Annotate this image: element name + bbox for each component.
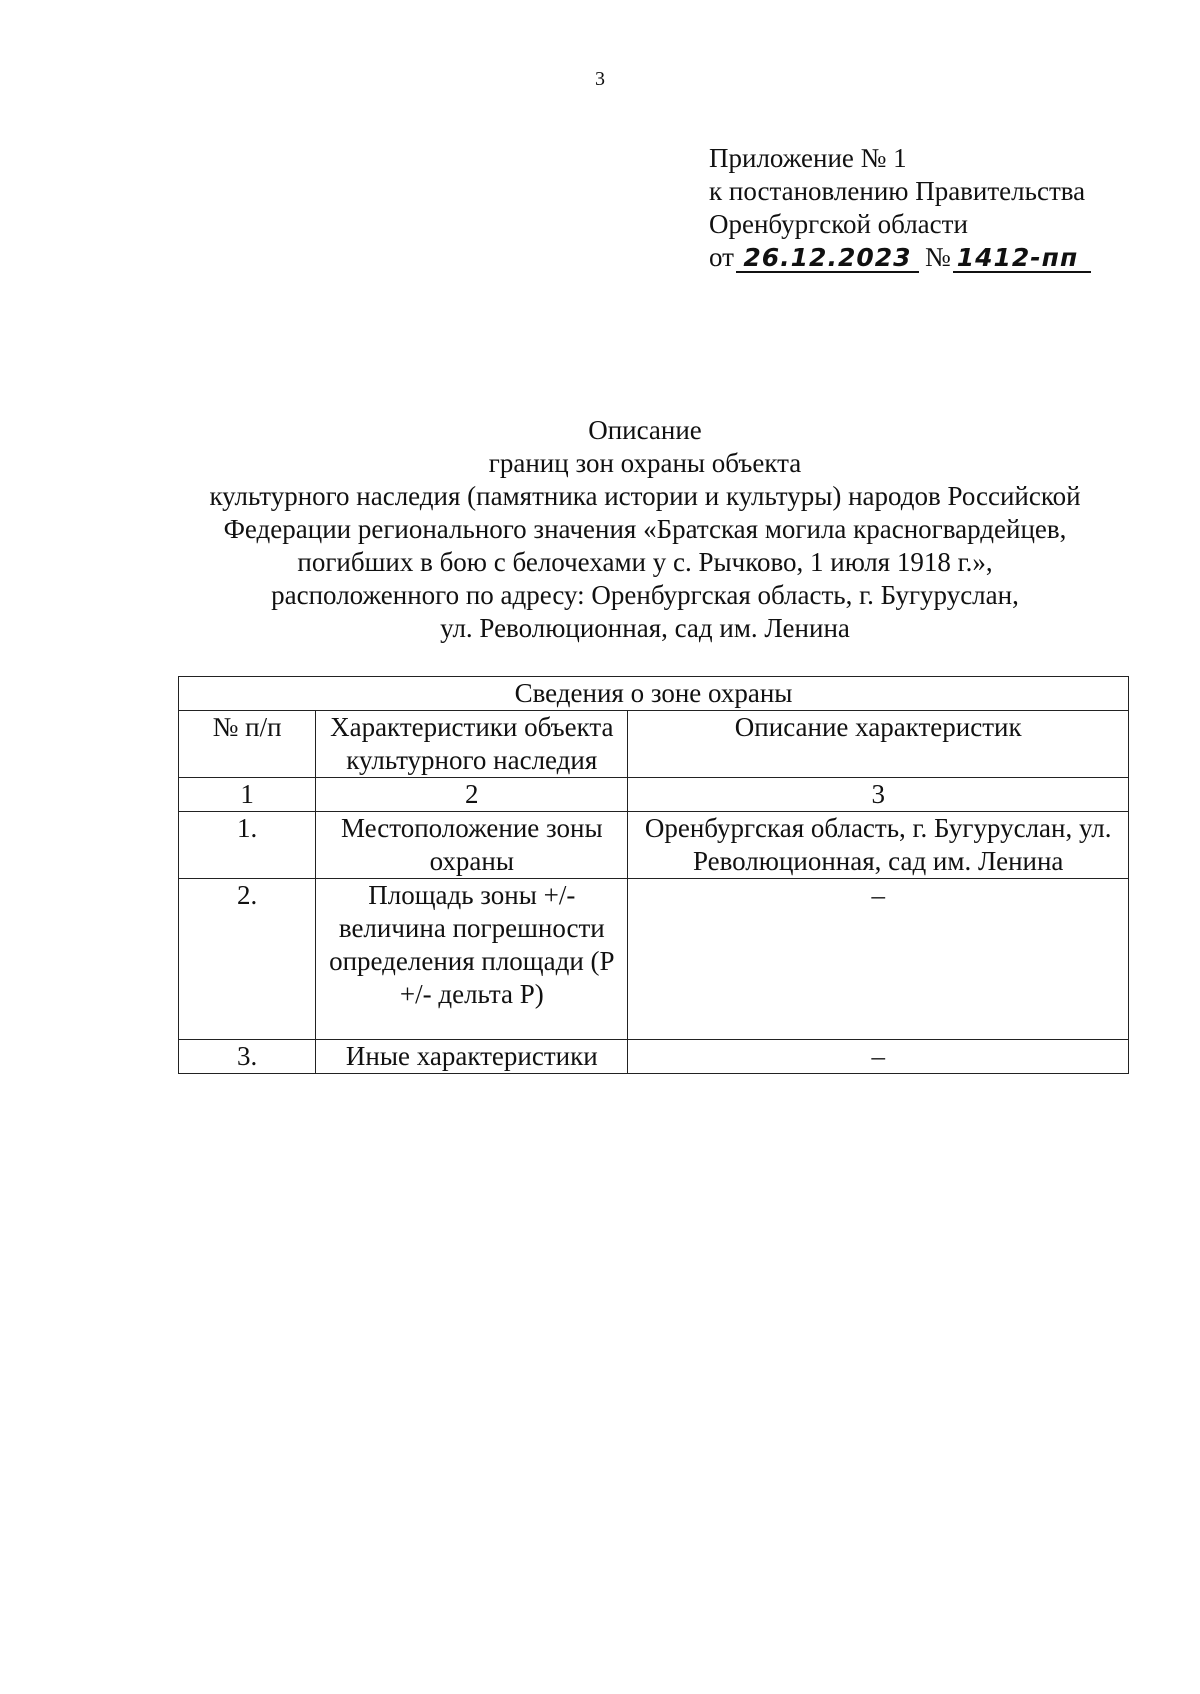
from-label: от — [709, 242, 734, 272]
table-row — [179, 812, 1129, 879]
row-number: 2. — [179, 879, 316, 1040]
row-characteristic: Иные характеристики — [316, 1040, 628, 1074]
table-header-row — [179, 711, 1129, 778]
row-description: – — [628, 1040, 1129, 1074]
annex-region: Оренбургской области — [709, 209, 968, 239]
title-line-2: границ зон охраны объекта — [488, 448, 802, 478]
column-number-1: 1 — [179, 778, 316, 812]
title-line-6: расположенного по адресу: Оренбургская область, г. Бугуруслан, — [271, 580, 1019, 610]
handwritten-date: 26.12.2023 — [736, 245, 919, 273]
title-line-4: Федерации регионального значения «Братская могила красногвардейцев, — [223, 514, 1067, 544]
page-number: 3 — [595, 68, 605, 90]
number-label: № — [924, 242, 951, 272]
row-number: 3. — [179, 1040, 316, 1074]
table-row — [179, 1040, 1129, 1074]
table-caption: Сведения о зоне охраны — [179, 677, 1129, 711]
row-characteristic: Площадь зоны +/- величина погрешности определения площади (P +/- дельта P) — [316, 879, 628, 1040]
handwritten-number: 1412-пп — [953, 245, 1091, 273]
header-number: № п/п — [179, 711, 316, 778]
header-description: Описание характеристик — [628, 711, 1129, 778]
annex-block — [709, 142, 1091, 274]
document-title — [0, 414, 1200, 645]
table-caption-row — [179, 677, 1129, 711]
title-line-5: погибших в бою с белочехами у с. Рычково, 1 июля 1918 г.», — [297, 547, 993, 577]
zone-table — [178, 676, 1129, 1074]
title-line-7: ул. Революционная, сад им. Ленина — [440, 613, 850, 643]
annex-date-line — [709, 241, 1091, 274]
title-line-1: Описание — [588, 415, 702, 445]
annex-reference: к постановлению Правительства — [709, 176, 1086, 206]
column-number-row — [179, 778, 1129, 812]
header-characteristics: Характеристики объекта культурного наследия — [316, 711, 628, 778]
title-line-3: культурного наследия (памятника истории и культуры) народов Российской — [209, 481, 1081, 511]
row-characteristic: Местоположение зоны охраны — [316, 812, 628, 879]
row-description: – — [628, 879, 1129, 1040]
annex-title: Приложение № 1 — [709, 143, 907, 173]
column-number-2: 2 — [316, 778, 628, 812]
column-number-3: 3 — [628, 778, 1129, 812]
row-number: 1. — [179, 812, 316, 879]
table-row — [179, 879, 1129, 1040]
row-description: Оренбургская область, г. Бугуруслан, ул. Революционная, сад им. Ленина — [628, 812, 1129, 879]
